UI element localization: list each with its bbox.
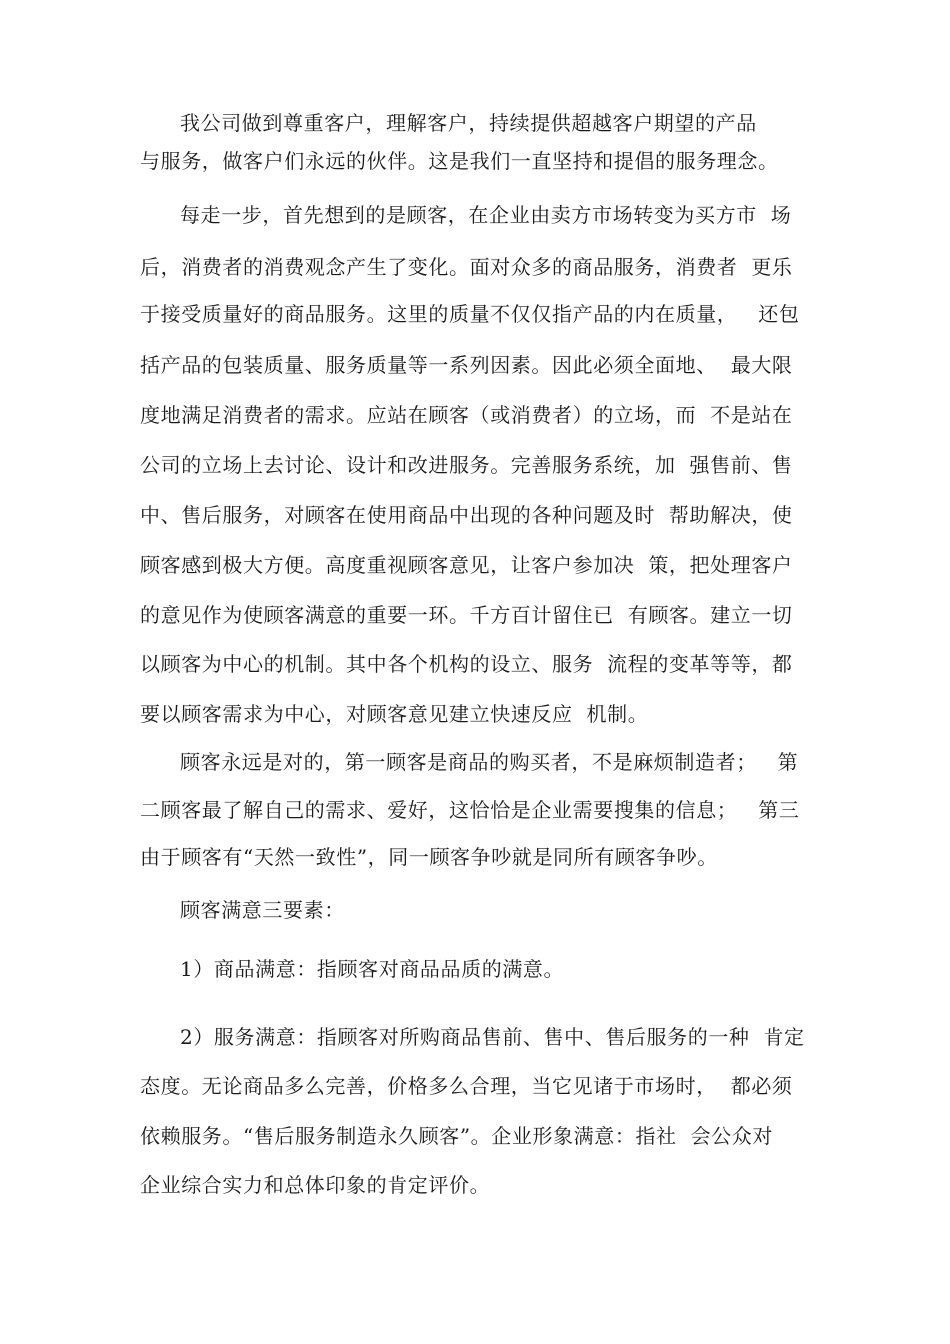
- p2-line-1: 每走一步，首先想到的是顾客，在企业由卖方市场转变为买方市 场: [180, 203, 792, 227]
- p6-line-3: 依赖服务。“售后服务制造永久顾客”。企业形象满意：指社 会公众对: [140, 1124, 773, 1148]
- p2-line-5: 度地满足消费者的需求。应站在顾客（或消费者）的立场，而 不是站在: [140, 403, 793, 427]
- p6-line-1: 2）服务满意：指顾客对所购商品售前、售中、售后服务的一种 肯定: [180, 1025, 805, 1049]
- p2-line-9: 的意见作为使顾客满意的重要一环。千方百计留住已 有顾客。建立一切: [140, 603, 793, 627]
- p1-line-2: 与服务，做客户们永远的伙伴。这是我们一直坚持和提倡的服务理念。: [140, 149, 779, 173]
- p2-line-6: 公司的立场上去讨论、设计和改进服务。完善服务系统，加 强售前、售: [140, 453, 793, 477]
- p1-line-1: 我公司做到尊重客户，理解客户，持续提供超越客户期望的产品: [180, 111, 757, 135]
- p3-line-1: 顾客永远是对的，第一顾客是商品的购买者，不是麻烦制造者； 第: [180, 750, 799, 774]
- p2-line-8: 顾客感到极大方便。高度重视顾客意见，让客户参加决 策，把处理客户: [140, 553, 793, 577]
- p2-line-4: 括产品的包装质量、服务质量等一系列因素。因此必须全面地、 最大限: [140, 353, 793, 377]
- p2-line-3: 于接受质量好的商品服务。这里的质量不仅仅指产品的内在质量， 还包: [140, 302, 800, 326]
- p3-line-2: 二顾客最了解自己的需求、爱好，这恰恰是企业需要搜集的信息； 第三: [140, 798, 800, 822]
- p6-line-4: 企业综合实力和总体印象的肯定评价。: [140, 1173, 491, 1197]
- p5-item-1: 1）商品满意：指顾客对商品品质的满意。: [180, 957, 565, 981]
- p2-line-10: 以顾客为中心的机制。其中各个机构的设立、服务 流程的变革等等，都: [140, 652, 793, 676]
- p2-line-7: 中、售后服务，对顾客在使用商品中出现的各种问题及时 帮助解决，使: [140, 503, 793, 527]
- p2-line-11: 要以顾客需求为中心，对顾客意见建立快速反应 机制。: [140, 702, 649, 726]
- p4-heading: 顾客满意三要素：: [180, 898, 345, 922]
- p3-line-3: 由于顾客有“天然一致性”，同一顾客争吵就是同所有顾客争吵。: [140, 845, 718, 869]
- p6-line-2: 态度。无论商品多么完善，价格多么合理，当它见诸于市场时， 都必须: [140, 1074, 793, 1098]
- p2-line-2: 后，消费者的消费观念产生了变化。面对众多的商品服务，消费者 更乐: [140, 255, 793, 279]
